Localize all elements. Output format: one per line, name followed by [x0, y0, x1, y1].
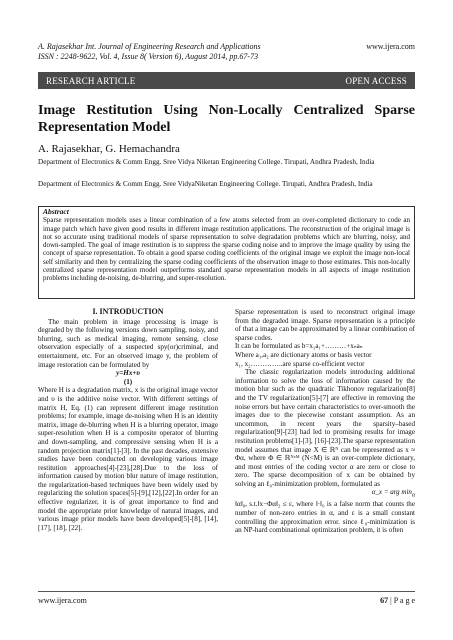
- right-paragraph-4: x₁, x₂…………..are sparse co-efficient vector: [235, 359, 365, 368]
- right-paragraph-6: ‖α‖₀, s.t.‖x−Φα‖₂ ≤ ε, where ‖·‖₀ is a false norm that counts the number of non-zero entries in α, and ε is a small constant controlling the approximation error. since ℓ₀-minimization is an NP-hard combinational optimization problem, it is often: [235, 500, 415, 535]
- right-paragraph-1: Sparse representation is used to reconstruct original image from the degraded image. Sparse representation is a principle of that a image can be approximated by a linear combination of sparse codes.: [235, 308, 415, 342]
- paper-authors: A. Rajasekhar, G. Hemachandra: [38, 143, 180, 155]
- intro-paragraph-1: The main problem in image processing is image is degraded by the following versions down sampling, noisy, and blurring, such as medical imaging, remote sensing, close observation especially of a suspected spy(or)criminal, and entertainment, etc. For an observed image y, the problem of image restoration can be formulated by: [38, 317, 218, 369]
- journal-header: [38, 42, 298, 62]
- argmin-equation: [235, 488, 415, 500]
- right-paragraph-3: Where a₁,a₂ are dictionary atoms or basis vector: [235, 350, 372, 359]
- page-number: [380, 596, 415, 605]
- affiliation-1: Department of Electronics & Comm Engg. Sree Vidya Niketan Engineering College. Tirupati, Andhra Pradesh, India: [38, 158, 375, 166]
- left-column: [38, 308, 218, 532]
- abstract-box: [38, 206, 415, 299]
- footer-website[interactable]: www.ijera.com: [38, 596, 87, 605]
- right-column: [235, 308, 415, 535]
- journal-citation: A. Rajasekhar Int. Journal of Engineering Research and Applications: [38, 42, 261, 51]
- footer-divider: [38, 591, 415, 592]
- page-label: | P a g e: [388, 596, 415, 605]
- right-paragraph-2: It can be formulated as b=x₁a₁+………+xₙaₙ: [235, 342, 363, 351]
- intro-paragraph-2: Where H is a degradation matrix, x is the original image vector and υ is the additive noise vector. With different settings of matrix H, Eq. (1) can represent different image restitution problems; for example, image de-noising when H is an identity matrix, image de-blurring when H is a blurring operator, image super-resolution when H is a composite operator of blurring and down-sampling, and compressive sensing when H is a random projection matrix[1]-[3]. In the past decades, extensive studies have been conducted on developing various image restitution approaches[4]-[23],[28].Due to the loss of information caused by motion blur nature of image restitution, the regularization-based techniques have been widely used by regularizing the solution spaces[5]-[9],[12],[22].In order for an effective regularizer, it is of great importance to find and model the appropriate prior knowledge of natural images, and various image prior models have been developed[5]-[8], [14], [17], [18], [22].: [38, 386, 218, 532]
- introduction-heading: I. INTRODUCTION: [92, 307, 164, 316]
- argmin-subscript: α: [411, 492, 415, 499]
- article-type-banner: [38, 72, 415, 89]
- abstract-heading: Abstract: [43, 207, 69, 216]
- equation-1: y=Hx+υ: [116, 369, 140, 378]
- paper-title: Image Restitution Using Non-Locally Centralized Sparse Representation Model: [38, 103, 415, 135]
- equation-number: (1): [123, 377, 133, 386]
- header-website[interactable]: www.ijera.com: [366, 42, 415, 51]
- argmin-expression: α_x = arg min: [371, 488, 412, 497]
- affiliation-2: Department of Electronics & Comm Engg. Sree VidyaNiketan Engineering College. Tirupati, Andhra Pradesh, India: [38, 180, 373, 188]
- abstract-text: Sparse representation models uses a linear combination of a few atoms selected from an over-completed dictionary to code an image patch which have given good results in different image restitution applications. The reconstruction of the original image is not so accurate using traditional models of sparse representation to solve degradation problems which are blurring, noisy, and down-sampled. The goal of image restitution is to suppress the sparse coding noise and to improve the image quality by using the concept of sparse representation. To obtain a good sparse coding coefficients of the original image we exploit the image non-local self similarity and then by centralizing the sparse coding coefficients of the observation image to those estimates. This non-locally centralized sparse representation model outperforms standard sparse representation models in all aspects of image restitution problems including de-noising, de-blurring, and super-resolution.: [43, 216, 410, 283]
- right-paragraph-5: The classic regularization models introducing additional information to solve the loss of information caused by the motion blur such as the quadratic Tikhonov regularization[8] and the TV regularization[5]-[7] are effective in removing the noise errors but have certain characteristics to over-smooth the images due to the piecewise constant assumption. As an uncommon, in recent years the sparsity–based regularization[9]-[23] had led to promising results for image restitution problems[1]-[3], [16]-[23].The sparse representation model assumes that image X ∈ ℝᴺ can be represented as x ≈ Φα, where Φ ∈ ℝᴺˣᴹ (N<M) is an over-complete dictionary, and most entries of the coding vector α are zero or close to zero. The sparse decomposition of x can be obtained by solving an ℓ₀-minimization problem, formulated as: [235, 368, 415, 488]
- research-article-label: RESEARCH ARTICLE: [46, 75, 136, 86]
- journal-issn: ISSN : 2248-9622, Vol. 4, Issue 8( Version 6), August 2014, pp.67-73: [38, 52, 259, 61]
- page-number-value: 67: [380, 596, 389, 605]
- open-access-label: OPEN ACCESS: [345, 75, 407, 86]
